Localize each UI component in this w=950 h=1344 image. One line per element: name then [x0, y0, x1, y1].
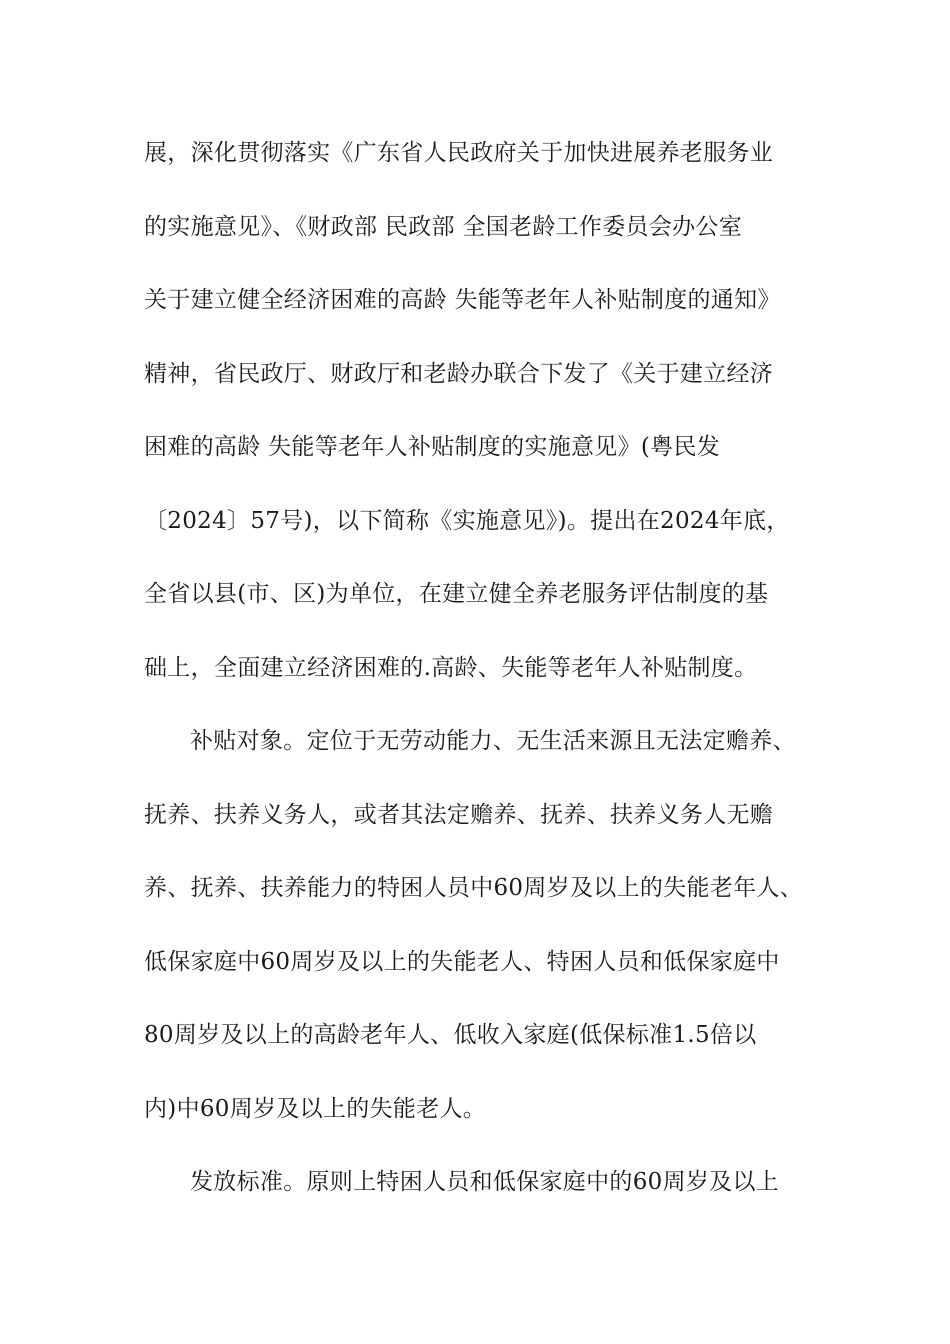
- text-line: 的实施意见》、《财政部 民政部 全国老龄工作委员会办公室: [144, 213, 743, 240]
- text-line: 展，深化贯彻落实《广东省人民政府关于加快进展养老服务业: [144, 140, 774, 166]
- text-line: 〔2024〕57号)，以下简称《实施意见》)。提出在2024年底，: [144, 507, 790, 534]
- document-body: [144, 129, 834, 1232]
- paragraph-start-line: 发放标准。原则上特困人员和低保家庭中的60周岁及以上: [190, 1169, 780, 1195]
- text-line: 80周岁及以上的高龄老年人、低收入家庭(低保标准1.5倍以: [144, 1022, 757, 1048]
- text-line: 精神，省民政厅、财政厅和老龄办联合下发了《关于建立经济: [144, 360, 774, 387]
- text-line: 关于建立健全经济困难的高龄 失能等老年人补贴制度的通知》: [144, 287, 781, 313]
- paragraph-start-line: 补贴对象。定位于无劳动能力、无生活来源且无法定赡养、: [190, 728, 796, 754]
- text-line: 低保家庭中60周岁及以上的失能老人、特困人员和低保家庭中: [144, 948, 780, 975]
- text-line: 困难的高龄 失能等老年人补贴制度的实施意见》(粤民发: [144, 434, 721, 460]
- text-line: 养、抚养、扶养能力的特困人员中60周岁及以上的失能老年人、: [144, 875, 803, 901]
- text-line: 础上，全面建立经济困难的.高龄、失能等老年人补贴制度。: [144, 654, 758, 681]
- text-line: 抚养、扶养义务人，或者其法定赡养、抚养、扶养义务人无赡: [144, 801, 774, 828]
- text-line: 全省以县(市、区)为单位，在建立健全养老服务评估制度的基: [144, 581, 769, 607]
- text-line: 内)中60周岁及以上的失能老人。: [144, 1095, 487, 1122]
